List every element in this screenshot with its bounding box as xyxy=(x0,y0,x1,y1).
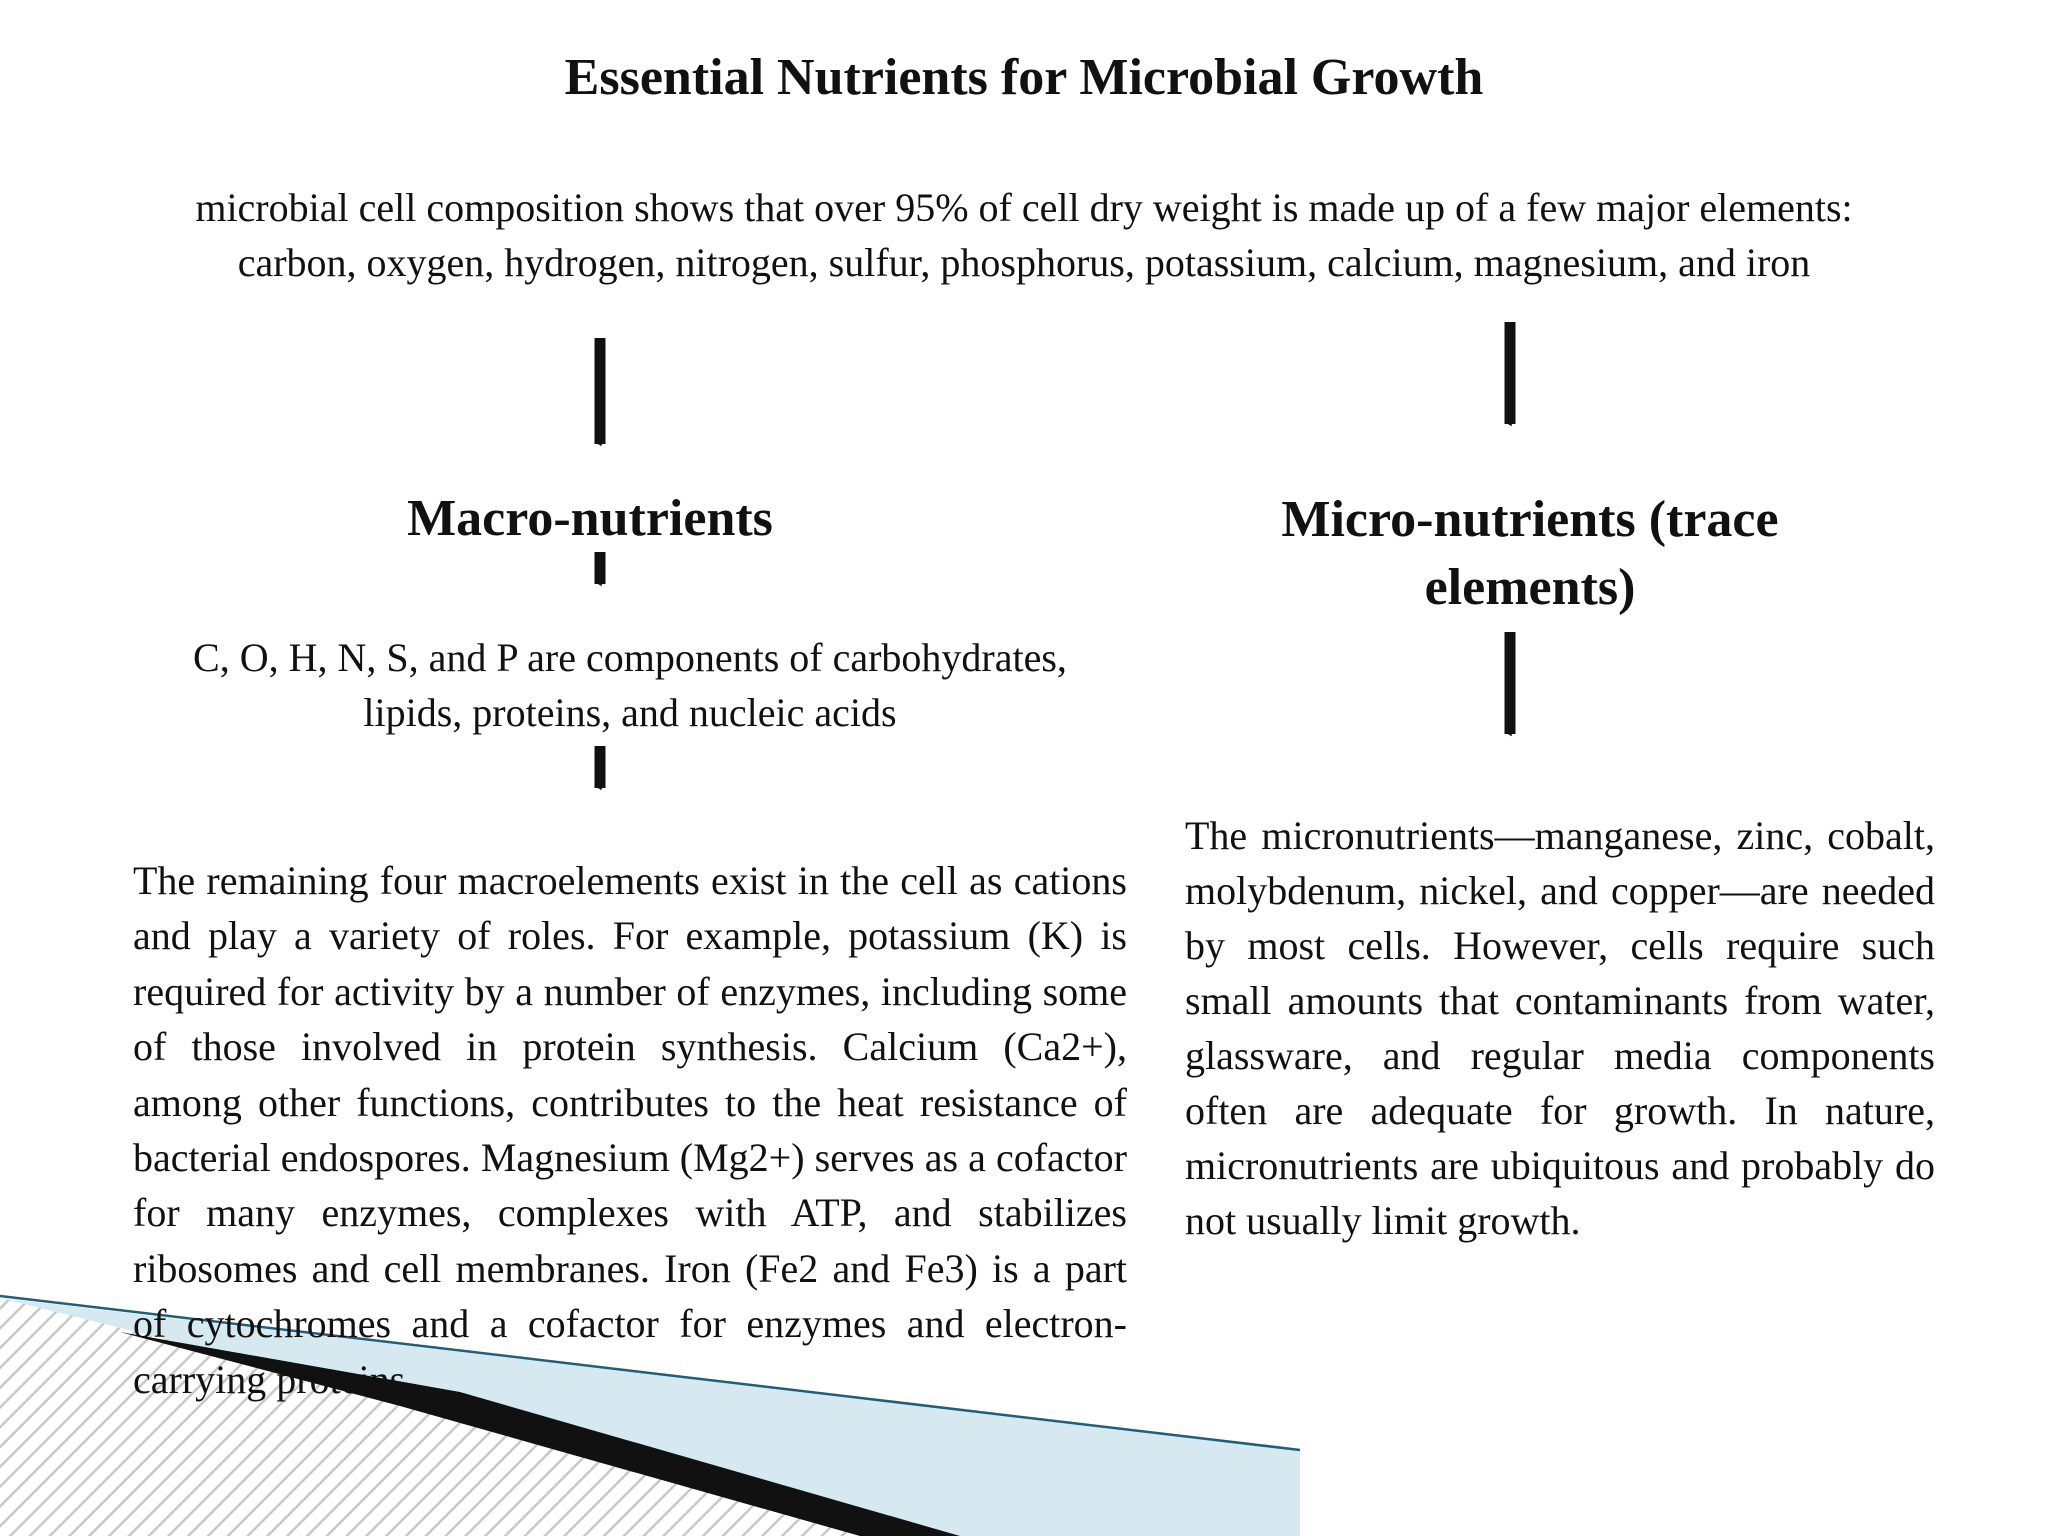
macro-components-text: C, O, H, N, S, and P are components of carbohydrates, lipids, proteins, and nucleic acids xyxy=(193,635,1067,735)
micro-nutrients-heading: Micro-nutrients (trace elements) xyxy=(1281,491,1779,616)
slide-title: Essential Nutrients for Microbial Growth xyxy=(564,49,1484,106)
macro-cations-paragraph: The remaining four macroelements exist in the cell as cations and play a variety of roles. For example, potassium (K) is required for activity by a number of enzymes, including some of those involved in protein synthesis. Calcium (Ca2+), among other functions, contributes to the heat resistance of bacterial endospores. Magnesium (Mg2+) serves as a cofactor for many enzymes, complexes with ATP, and stabilizes ribosomes and cell membranes. Iron (Fe2 and Fe3) is a part of cytochromes and a cofactor for enzymes and electron-carrying proteins xyxy=(133,858,1127,1402)
intro-text: microbial cell composition shows that over 95% of cell dry weight is made up of a few major elements: carbon, oxygen, hydrogen, nitrogen, sulfur, phosphorus, potassium, calcium, magnesium, and iron xyxy=(195,185,1853,285)
macro-nutrients-heading: Macro-nutrients xyxy=(407,490,773,547)
micro-nutrients-paragraph: The micronutrients—manganese, zinc, cobalt, molybdenum, nickel, and copper—are needed by most cells. However, cells require such small amounts that contaminants from water, glassware, and regular media components often are adequate for growth. In nature, micronutrients are ubiquitous and probably do not usually limit growth. xyxy=(1185,813,1935,1243)
